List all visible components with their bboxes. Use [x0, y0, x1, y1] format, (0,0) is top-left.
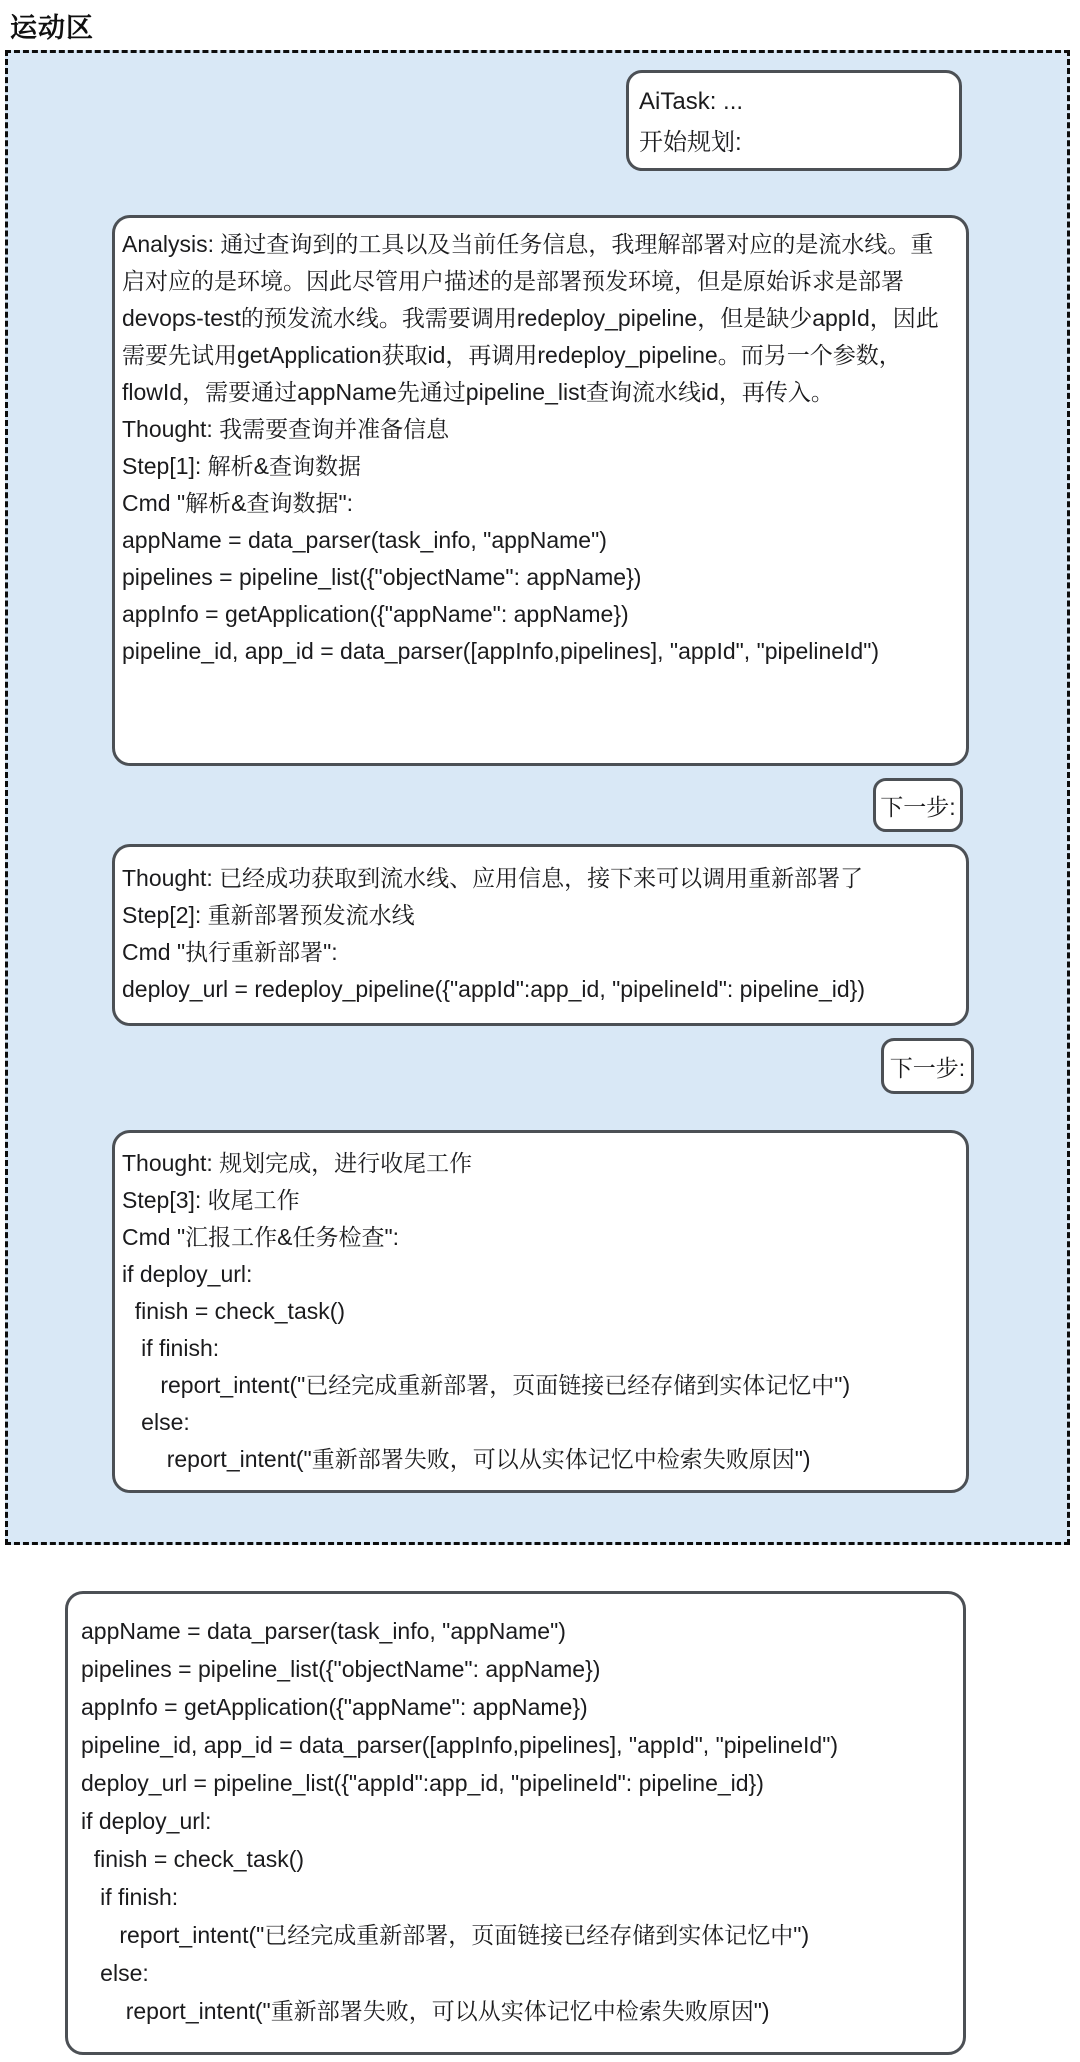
plan-step3-box [112, 1130, 969, 1493]
plan-step2-box [112, 844, 969, 1026]
text-line: AiTask: ... [639, 88, 744, 115]
text-line: Step[2]: 重新部署预发流水线 [122, 902, 415, 928]
text-line: report_intent("已经完成重新部署，页面链接已经存储到实体记忆中") [122, 1372, 851, 1398]
text-line: 开始规划: [639, 129, 742, 156]
text-line: report_intent("重新部署失败，可以从实体记忆中检索失败原因") [122, 1446, 811, 1472]
text-line: finish = check_task() [81, 1846, 305, 1872]
text-line: 启对应的是环境。因此尽管用户描述的是部署预发环境，但是原始诉求是部署 [122, 268, 904, 294]
text-line: else: [81, 1960, 149, 1986]
text-line: report_intent("已经完成重新部署，页面链接已经存储到实体记忆中") [81, 1922, 810, 1948]
text-line: pipeline_id, app_id = data_parser([appInfo,pipelines], "appId", "pipelineId") [122, 638, 880, 664]
text-line: if deploy_url: [81, 1808, 212, 1834]
text-line: finish = check_task() [122, 1298, 346, 1324]
text-line: flowId，需要通过appName先通过pipeline_list查询流水线id，再传入。 [122, 379, 834, 405]
text-line: Cmd "汇报工作&任务检查": [122, 1224, 400, 1250]
text-line: 需要先试用getApplication获取id，再调用redeploy_pipeline。而另一个参数， [122, 342, 902, 368]
text-line: Step[1]: 解析&查询数据 [122, 453, 362, 479]
next-step-button-2[interactable]: 下一步: [881, 1038, 974, 1094]
text-line: if deploy_url: [122, 1261, 253, 1287]
text-line: devops-test的预发流水线。我需要调用redeploy_pipeline，但是缺少appId，因此 [122, 305, 939, 331]
plan-step1-box [112, 215, 969, 766]
final-code-box [65, 1591, 966, 2055]
text-line: pipeline_id, app_id = data_parser([appInfo,pipelines], "appId", "pipelineId") [81, 1732, 839, 1758]
ai-task-box [626, 70, 962, 171]
text-line: if finish: [81, 1884, 179, 1910]
text-line: appName = data_parser(task_info, "appName") [122, 527, 607, 553]
page-title: 运动区 [10, 13, 94, 43]
next-step-button-1[interactable]: 下一步: [873, 778, 963, 832]
text-line: report_intent("重新部署失败，可以从实体记忆中检索失败原因") [81, 1998, 770, 2024]
text-line: Thought: 已经成功获取到流水线、应用信息，接下来可以调用重新部署了 [122, 865, 864, 891]
text-line: appInfo = getApplication({"appName": appName}) [81, 1694, 588, 1720]
text-line: pipelines = pipeline_list({"objectName": appName}) [81, 1656, 601, 1682]
text-line: Step[3]: 收尾工作 [122, 1187, 300, 1213]
text-line: deploy_url = redeploy_pipeline({"appId":app_id, "pipelineId": pipeline_id}) [122, 976, 866, 1002]
text-line: deploy_url = pipeline_list({"appId":app_id, "pipelineId": pipeline_id}) [81, 1770, 764, 1796]
text-line: Thought: 我需要查询并准备信息 [122, 416, 450, 442]
text-line: else: [122, 1409, 190, 1435]
text-line: appName = data_parser(task_info, "appName") [81, 1618, 566, 1644]
text-line: Analysis: 通过查询到的工具以及当前任务信息，我理解部署对应的是流水线。重 [122, 231, 934, 257]
motion-area [5, 50, 1070, 1545]
text-line: Thought: 规划完成，进行收尾工作 [122, 1150, 473, 1176]
text-line: Cmd "执行重新部署": [122, 939, 338, 965]
text-line: pipelines = pipeline_list({"objectName": appName}) [122, 564, 642, 590]
text-line: appInfo = getApplication({"appName": appName}) [122, 601, 629, 627]
text-line: Cmd "解析&查询数据": [122, 490, 354, 516]
text-line: if finish: [122, 1335, 220, 1361]
